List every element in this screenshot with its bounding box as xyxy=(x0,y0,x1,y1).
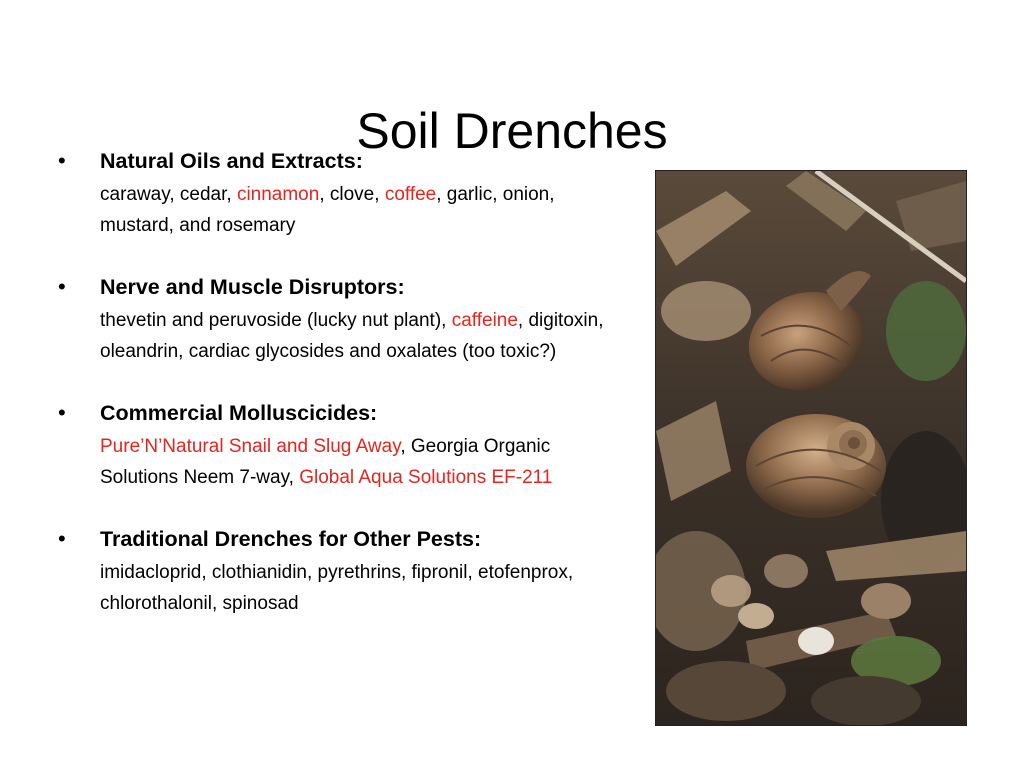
slide-title: Soil Drenches xyxy=(356,102,668,159)
bullet-item xyxy=(58,524,618,619)
highlighted-text: cinnamon xyxy=(236,184,320,205)
bullet-body xyxy=(100,306,618,367)
bullet-heading: Nerve and Muscle Disruptors: xyxy=(100,275,405,299)
highlighted-text: Pure’N’Natural Snail and Slug Away xyxy=(100,436,401,457)
bullet-text: , Georgia Organic Solutions Neem 7-way, xyxy=(100,436,551,488)
snail-photo xyxy=(655,170,967,726)
bullet-text: , digitoxin, oleandrin, cardiac glycosides and oxalates (too toxic?) xyxy=(100,310,604,362)
bullet-text: , garlic, onion, mustard, and rosemary xyxy=(100,184,555,236)
highlighted-text: Global Aqua Solutions EF-211 xyxy=(299,466,553,488)
bullet-text: imidacloprid, clothianidin, pyrethrins, fipronil, etofenprox, chlorothalonil, spinosad xyxy=(100,562,574,614)
highlighted-text: coffee xyxy=(384,184,437,205)
bullet-text: caraway, cedar, xyxy=(100,184,237,205)
bullet-item xyxy=(58,398,618,493)
highlighted-text: caffeine xyxy=(451,310,518,331)
bullet-heading: Traditional Drenches for Other Pests: xyxy=(100,527,482,551)
bullet-item xyxy=(58,146,618,241)
bullet-heading: Commercial Molluscicides: xyxy=(100,401,378,425)
bullet-list xyxy=(58,146,618,650)
bullet-dot-icon: • xyxy=(58,526,66,551)
bullet-body xyxy=(100,432,618,493)
snail-photo-illustration xyxy=(656,171,966,725)
bullet-dot-icon: • xyxy=(58,400,66,425)
bullet-dot-icon: • xyxy=(58,148,66,173)
bullet-body xyxy=(100,558,618,619)
snail-shell-lower xyxy=(746,414,886,518)
bullet-item xyxy=(58,272,618,367)
bullet-text: , clove, xyxy=(319,184,385,205)
bullet-text: thevetin and peruvoside (lucky nut plant), xyxy=(100,310,452,331)
bullet-body xyxy=(100,180,618,241)
bullet-dot-icon: • xyxy=(58,274,66,299)
bullet-heading: Natural Oils and Extracts: xyxy=(100,149,363,173)
